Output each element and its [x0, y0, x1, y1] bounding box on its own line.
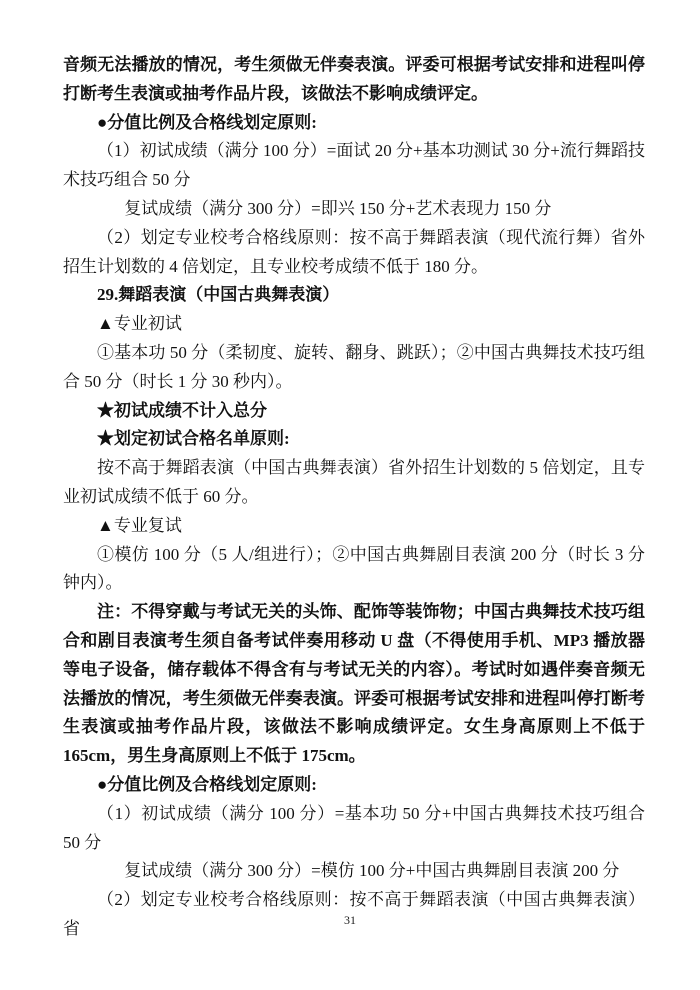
retest-heading: ▲专业复试 [97, 515, 182, 535]
passline-rule: （2）划定专业校考合格线原则：按不高于舞蹈表演（现代流行舞）省外招生计划数的 4 倍划定，且专业校考成绩不低于 180 分。 [63, 227, 645, 276]
preliminary-exam-content: ①基本功 50 分（柔韧度、旋转、翻身、跳跃）；②中国古典舞技术技巧组合 50 分（时长 1 分 30 秒内）。 [63, 342, 645, 391]
exam-note: 注：不得穿戴与考试无关的头饰、配饰等装饰物；中国古典舞技术技巧组合和剧目表演考生须自备考试伴奏用移动 U 盘（不得使用手机、MP3 播放器等电子设备，储存载体不得含有与考试无关的内容）。考试时如遇伴奏音频无法播放的情况，考生须做无伴奏表演。评委可根据考试安排和进程叫停打断考生表演或抽考作品片段，该做法不影响成绩评定。女生身高原则上不低于 165cm，男生身高原则上不低于 175cm。 [63, 602, 645, 766]
page-number: 31 [344, 913, 356, 927]
retest-content: ①模仿 100 分（5 人/组进行）；②中国古典舞剧目表演 200 分（时长 3 分钟内）。 [63, 544, 645, 593]
initial-passlist-rule-heading: ★划定初试合格名单原则: [97, 429, 290, 449]
score-ratio-heading: ●分值比例及合格线划定原则: [97, 112, 317, 132]
document-body [63, 51, 645, 944]
retest-score-formula: 复试成绩（满分 300 分）=即兴 150 分+艺术表现力 150 分 [124, 198, 552, 218]
passline-rule-2: （2）划定专业校考合格线原则：按不高于舞蹈表演（中国古典舞表演）省 [63, 890, 645, 938]
preliminary-exam-heading: ▲专业初试 [97, 314, 182, 334]
note-continuation-paragraph: 音频无法播放的情况，考生须做无伴奏表演。评委可根据考试安排和进程叫停打断考生表演或抽考作品片段，该做法不影响成绩评定。 [63, 55, 645, 103]
initial-score-not-counted-note: ★初试成绩不计入总分 [97, 400, 267, 420]
initial-score-formula: （1）初试成绩（满分 100 分）=面试 20 分+基本功测试 30 分+流行舞蹈技术技巧组合 50 分 [63, 141, 645, 190]
initial-score-formula-2: （1）初试成绩（满分 100 分）=基本功 50 分+中国古典舞技术技巧组合 50 分 [63, 803, 645, 852]
initial-passlist-rule: 按不高于舞蹈表演（中国古典舞表演）省外招生计划数的 5 倍划定，且专业初试成绩不低于 60 分。 [63, 458, 645, 506]
score-ratio-heading-2: ●分值比例及合格线划定原则: [97, 774, 317, 794]
major-29-heading: 29.舞蹈表演（中国古典舞表演） [97, 285, 340, 305]
retest-score-formula-2: 复试成绩（满分 300 分）=模仿 100 分+中国古典舞剧目表演 200 分 [124, 861, 620, 881]
